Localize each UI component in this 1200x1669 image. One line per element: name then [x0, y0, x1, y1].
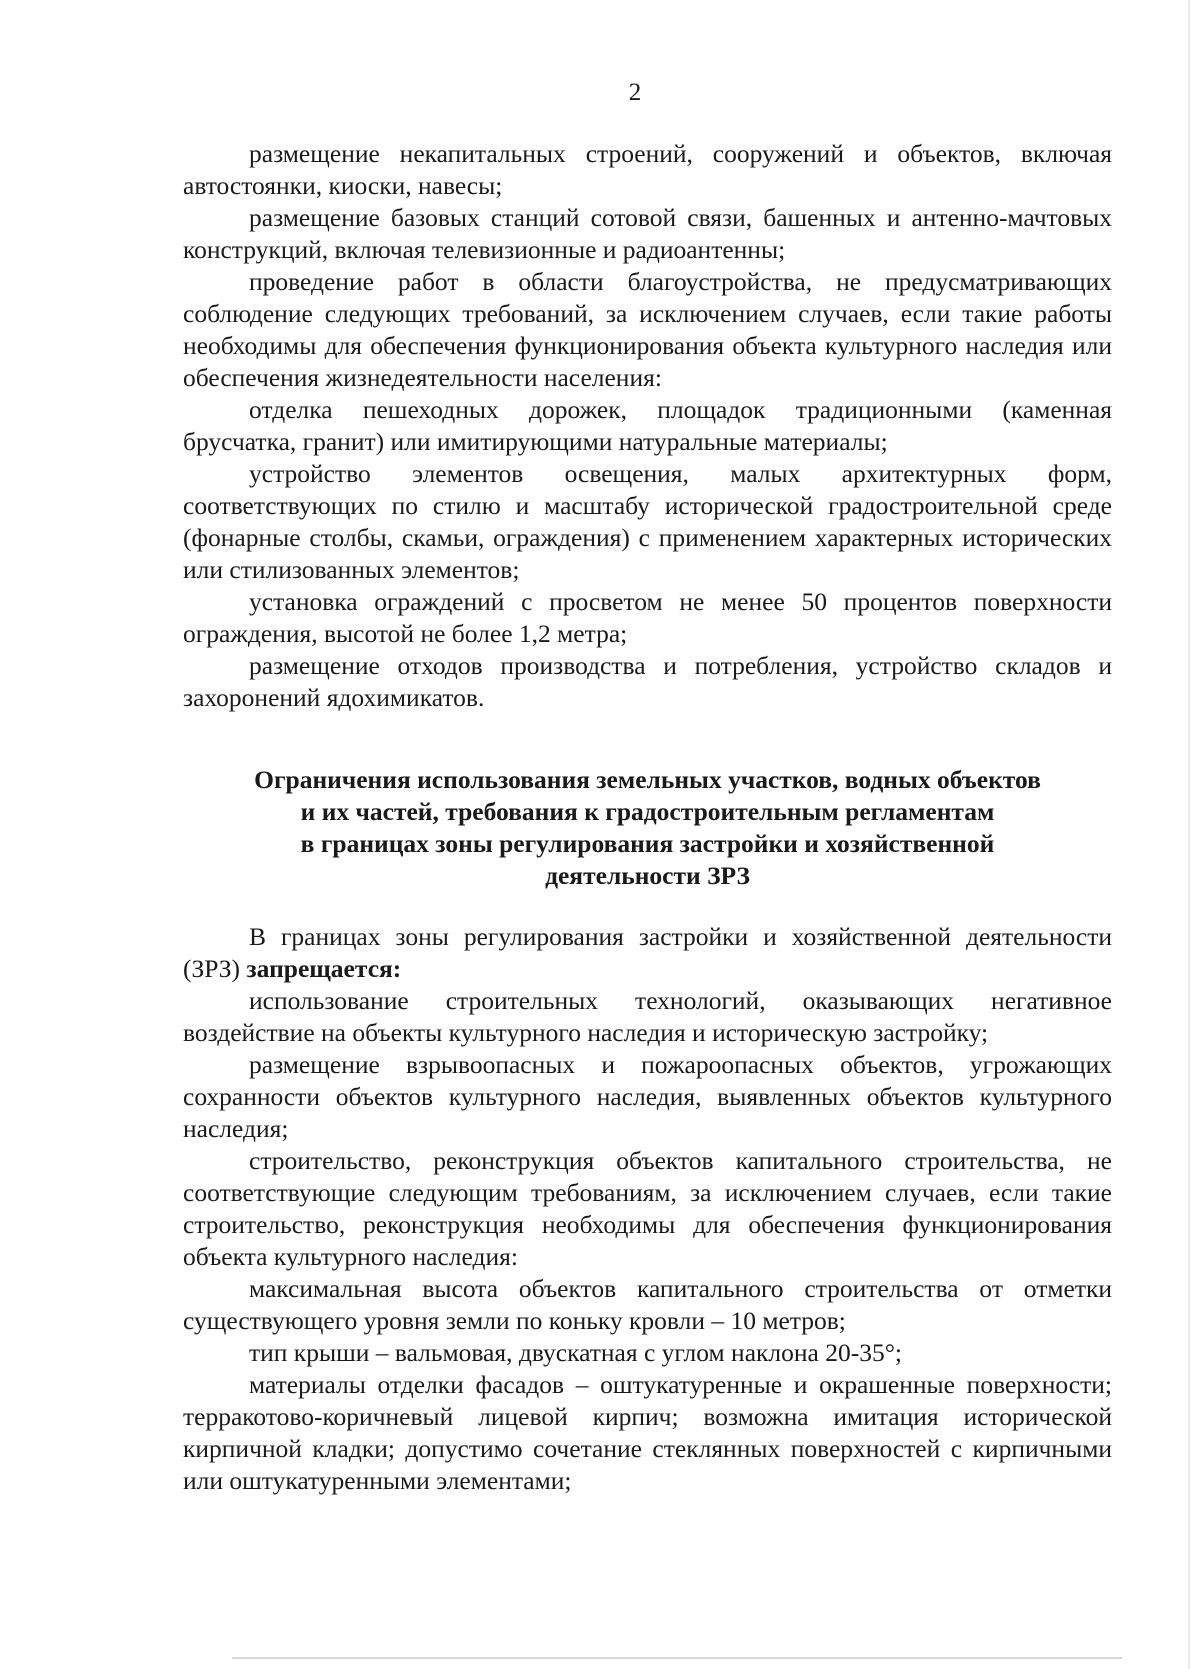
paragraph: отделка пешеходных дорожек, площадок традиционными (каменная брусчатка, гранит) или имитирующими натуральные материалы; [183, 395, 1112, 456]
heading-line: и их частей, требования к градостроительным регламентам [300, 797, 995, 826]
paragraph: максимальная высота объектов капитального строительства от отметки существующего уровня земли по коньку кровли – 10 метров; [183, 1274, 1112, 1335]
intro-paragraph [183, 921, 1112, 985]
paragraph: устройство элементов освещения, малых архитектурных форм, соответствующих по стилю и масштабу исторической градостроительной среде (фонарные столбы, скамьи, ограждения) с применением характерных исторических или стилизованных элементов; [183, 459, 1112, 584]
scan-bottom-line [232, 1657, 1122, 1659]
paragraph: размещение базовых станций сотовой связи, башенных и антенно-мачтовых конструкций, включая телевизионные и радиоантенны; [183, 203, 1112, 264]
heading-line: в границах зоны регулирования застройки и хозяйственной [300, 829, 995, 858]
bottom-text-block [183, 921, 1112, 1497]
heading-line: деятельности ЗРЗ [545, 861, 750, 890]
top-text-block [183, 138, 1112, 714]
paragraph: размещение взрывоопасных и пожароопасных объектов, угрожающих сохранности объектов культурного наследия, выявленных объектов культурного наследия; [183, 1050, 1112, 1143]
section-heading [183, 764, 1112, 892]
intro-emphasis: запрещается: [246, 954, 402, 983]
intro-text: В границах зоны регулирования застройки и хозяйственной деятельности (ЗРЗ) [183, 922, 1112, 983]
heading-line: Ограничения использования земельных участков, водных объектов [254, 765, 1041, 794]
paragraph: установка ограждений с просветом не менее 50 процентов поверхности ограждения, высотой не более 1,2 метра; [183, 587, 1112, 648]
paragraph: строительство, реконструкция объектов капитального строительства, не соответствующие следующим требованиям, за исключением случаев, если такие строительство, реконструкция необходимы для обеспечения функционирования объекта культурного наследия: [183, 1146, 1112, 1271]
paragraph: размещение некапитальных строений, сооружений и объектов, включая автостоянки, киоски, навесы; [183, 139, 1112, 200]
paragraph: материалы отделки фасадов – оштукатуренные и окрашенные поверхности; терракотово-коричневый лицевой кирпич; возможна имитация исторической кирпичной кладки; допустимо сочетание стеклянных поверхностей с кирпичными или оштукатуренными элементами; [183, 1370, 1112, 1495]
scan-edge-shadow [1188, 0, 1190, 1669]
paragraph: тип крыши – вальмовая, двускатная с углом наклона 20-35°; [249, 1338, 902, 1367]
paragraph: проведение работ в области благоустройства, не предусматривающих соблюдение следующих требований, за исключением случаев, если такие работы необходимы для обеспечения функционирования объекта культурного наследия или обеспечения жизнедеятельности населения: [183, 267, 1112, 392]
paragraph: размещение отходов производства и потребления, устройство складов и захоронений ядохимикатов. [183, 651, 1112, 712]
paragraph: использование строительных технологий, оказывающих негативное воздействие на объекты культурного наследия и историческую застройку; [183, 986, 1112, 1047]
page-number: 2 [628, 79, 642, 106]
